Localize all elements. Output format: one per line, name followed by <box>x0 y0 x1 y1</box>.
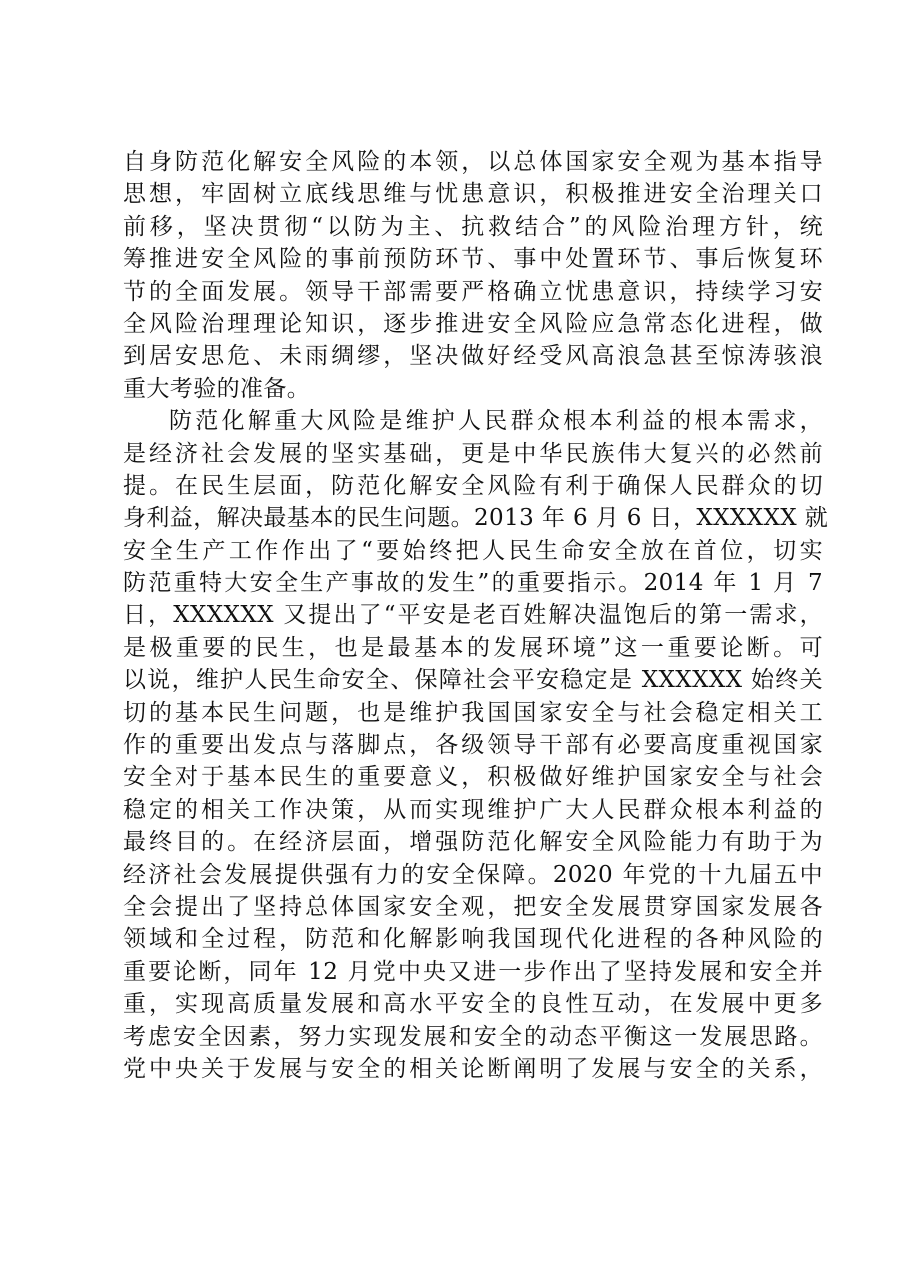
text-line: 全会提出了坚持总体国家安全观，把安全发展贯穿国家发展各 <box>123 893 823 920</box>
text-line: 日，XXXXXX 又提出了“平安是老百姓解决温饱后的第一需求， <box>123 602 823 629</box>
text-line: 到居安思危、未雨绸缪，坚决做好经受风高浪急甚至惊涛骇浪 <box>123 343 823 370</box>
text-line: 安全对于基本民生的重要意义，积极做好维护国家安全与社会 <box>123 764 823 791</box>
text-line: 是极重要的民生，也是最基本的发展环境”这一重要论断。可 <box>123 634 823 661</box>
text-line: 重大考验的准备。 <box>123 375 311 402</box>
text-line: 安全生产工作作出了“要始终把人民生命安全放在首位，切实 <box>123 537 823 564</box>
text-line: 切的基本民生问题，也是维护我国国家安全与社会稳定相关工 <box>123 699 823 726</box>
text-line: 是经济社会发展的坚实基础，更是中华民族伟大复兴的必然前 <box>123 440 823 467</box>
paragraph-start-line: 防范化解重大风险是维护人民群众根本利益的根本需求， <box>169 408 823 435</box>
text-line: 节的全面发展。领导干部需要严格确立忧患意识，持续学习安 <box>123 278 823 305</box>
text-line: 重，实现高质量发展和高水平安全的良性互动，在发展中更多 <box>123 991 823 1018</box>
text-line: 全风险治理理论知识，逐步推进安全风险应急常态化进程，做 <box>123 310 823 337</box>
text-line: 自身防范化解安全风险的本领，以总体国家安全观为基本指导 <box>123 149 823 175</box>
text-line: 稳定的相关工作决策，从而实现维护广大人民群众根本利益的 <box>123 796 823 823</box>
text-line: 提。在民生层面，防范化解安全风险有利于确保人民群众的切 <box>123 472 823 499</box>
text-line: 作的重要出发点与落脚点，各级领导干部有必要高度重视国家 <box>123 732 823 759</box>
text-line: 前移，坚决贯彻“以防为主、抗救结合”的风险治理方针，统 <box>123 213 823 240</box>
text-line: 经济社会发展提供强有力的安全保障。2020 年党的十九届五中 <box>123 861 823 888</box>
text-line: 党中央关于发展与安全的相关论断阐明了发展与安全的关系， <box>123 1055 823 1082</box>
text-line: 重要论断，同年 12 月党中央又进一步作出了坚持发展和安全并 <box>123 958 823 985</box>
text-line: 最终目的。在经济层面，增强防范化解安全风险能力有助于为 <box>123 829 823 856</box>
text-line: 筹推进安全风险的事前预防环节、事中处置环节、事后恢复环 <box>123 246 823 273</box>
text-line: 防范重特大安全生产事故的发生”的重要指示。2014 年 1 月 7 <box>123 570 823 597</box>
text-line: 领域和全过程，防范和化解影响我国现代化进程的各种风险的 <box>123 926 823 953</box>
text-line: 考虑安全因素，努力实现发展和安全的动态平衡这一发展思路。 <box>123 1023 823 1050</box>
text-line: 思想，牢固树立底线思维与忧患意识，积极推进安全治理关口 <box>123 181 823 208</box>
text-line: 以说，维护人民生命安全、保障社会平安稳定是 XXXXXX 始终关 <box>123 667 823 694</box>
text-line: 身利益，解决最基本的民生问题。2013 年 6 月 6 日，XXXXXX 就 <box>123 505 829 532</box>
body-text <box>123 146 829 1085</box>
